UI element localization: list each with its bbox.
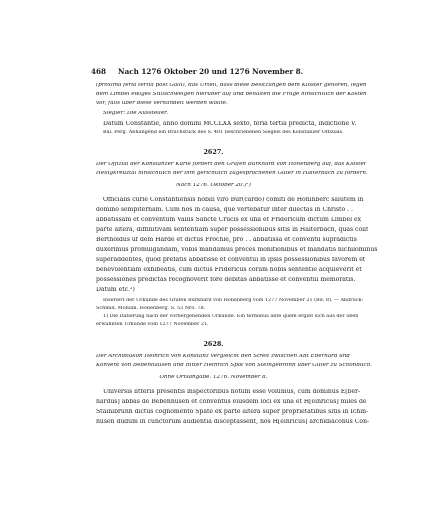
text-line: abbatissam et conventum Vallis Sancte Crucis ex una et Fridericum dictum Limbel ex	[96, 217, 362, 223]
document-number: 2627.	[203, 149, 224, 156]
text-line: husen dudum in cunctorum audientia disceptassent, nos H[einricus] archidiaconus Con-	[96, 419, 370, 425]
text-line: superaddentes, quod prefatis abbatisse et conventui in ipsis possessionibus favorem et	[96, 257, 366, 263]
text-line: possessiones predictas recognoverit fore debitas abbatisse et conventui memoratis.	[96, 277, 356, 283]
document-number: 2628.	[203, 341, 224, 348]
summary-line: Der Archidiakon Heinrich von Konstanz vergleicht den Streit zwischen Abt Eberhard und	[96, 354, 350, 359]
footnote-line: erwähnten Urkunde vom 1277 November 21.	[96, 322, 209, 327]
text-line: Stainibrunn dictus cognomento Späte ex parte altera super proprietatibus sitis in Ichin-	[96, 409, 369, 415]
running-title: Nach 1276 Oktober 20 und 1276 November 8.	[118, 68, 304, 76]
text-line: hardus] abbas de Bebenhusen et conventus eiusdem loci ex una et H[einricus] miles de	[96, 399, 367, 405]
document-date: Ohne Ortsangabe. 1276. November 8.	[159, 375, 268, 380]
summary-line: Heiligkreuztal hinsichtlich der ihm gerichtlich zugesprochenen Güter in Haiterbach zu fördern.	[96, 171, 368, 176]
text-line: Officialis curie Constantiensis nobili viro Bur(cardo) comiti de Hohinberc salutem in	[103, 197, 364, 203]
prev-doc-line: vor, falls über diese verhandelt werden wollte.	[96, 101, 228, 106]
prev-doc-line: (proxima feria tertia post Galli), das Urteil, dass diese Besitzungen dem Kloster gehören, legen	[96, 83, 367, 88]
text-line: parte altera, diffinitivam sententiam super possessionibus sitis in Haiterbach, quas colit	[96, 227, 369, 233]
text-line: domino sempiternam. Cum nos in causa, que vertebatur inter dilectas in Christo . .	[96, 207, 353, 213]
footnote-line: 1) Die Datierung nach der vorhergehenden Urkunde. Ein terminus ante quem ergibt sich aus der oben	[103, 314, 359, 319]
prev-doc-line: dem Limbel ewiges Stillschweigen hierüber auf und behalten die Frage hinsichtlich der Kosten	[96, 92, 367, 97]
datum-line: Datum Constantie, anno domini MCCLXX sexto, feria tertia predicta, indictione V.	[103, 121, 357, 127]
text-line: Bertholdus uf dem Harde et dictus Frochle, pro . . abbatissa et conventu supradictis	[96, 237, 357, 243]
text-line: Datum etc.²)	[96, 287, 135, 293]
summary-line: Der Offizial der Konstanzer Kurie fordert den Grafen Burkhard von Hohenberg auf, das Kloster	[96, 162, 367, 167]
text-line: Universis litteris presentis inspectoribus notum esse volumus, cum dominus E[ber-	[103, 389, 361, 395]
footnote-line: Schmid, Monum. Hohenberg. S. 53 Nro. 78.	[96, 306, 206, 311]
document-date: Nach 1276. Oktober 20.)¹)	[176, 183, 251, 188]
text-line: benevolentiam exhibeatis, cum dictus Fridericus coram nobis sententie acquieverit et	[96, 267, 362, 273]
summary-line: Konvent von Bebenhausen und Ritter Heinrich Spät von Steingebronn über Güter zu Schönbuch.	[96, 363, 372, 368]
archive-note: Bal. Perg. Abhangend ein Bruchstück des S. 401 beschriebenen Siegels des Konstanzer Offizials.	[103, 130, 344, 135]
text-line: duxerimus promulgandam, vobis mandamus preces monitionibus et mandatis nichilominus	[96, 247, 378, 253]
page-number: 468	[91, 68, 107, 76]
footnote-line: Inseriert der Urkunde des Grafen Burkhard von Hohenberg vom 1277 November 21 (Bd. 8). — Abdruck:	[103, 298, 364, 303]
siegler-line: Siegler: Die Aussteller.	[103, 111, 168, 116]
